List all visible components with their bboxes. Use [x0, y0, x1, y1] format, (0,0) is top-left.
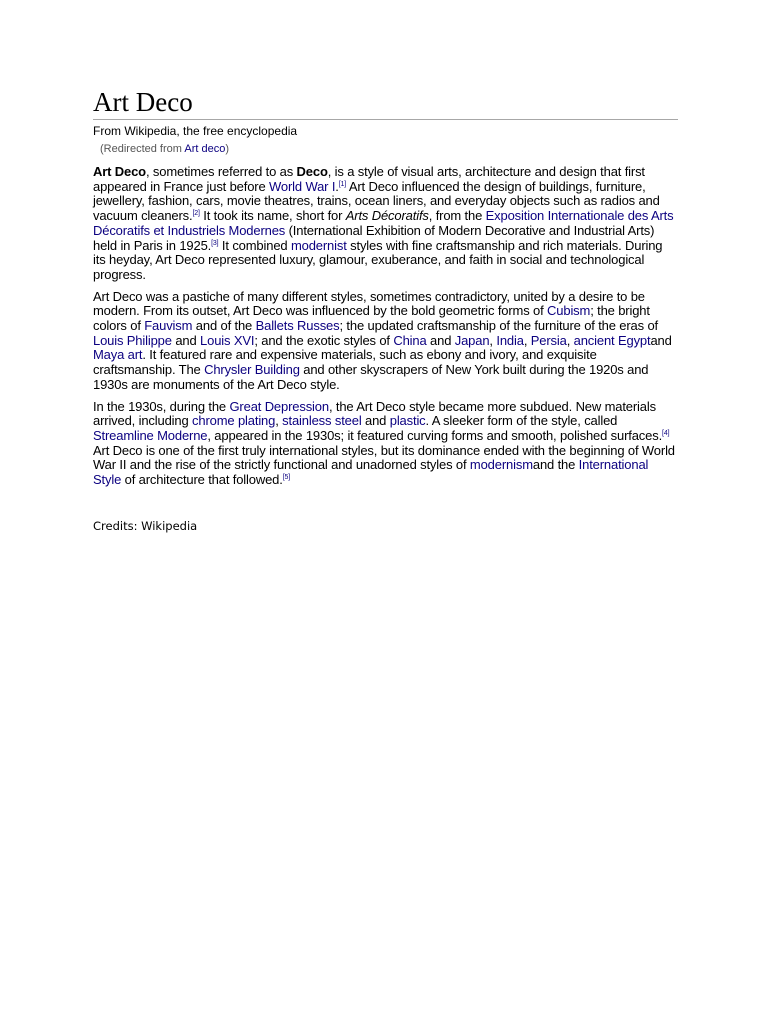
paragraph-influences — [93, 290, 678, 393]
link-streamline-moderne[interactable]: Streamline Moderne — [93, 427, 208, 443]
link-louis-xvi[interactable]: Louis XVI — [200, 332, 255, 348]
text: of architecture that followed. — [121, 472, 283, 488]
link-modernist[interactable]: modernist — [290, 237, 347, 253]
link-ancient-egypt[interactable]: ancient Egypt — [573, 332, 651, 348]
text: In the 1930s, during the — [93, 398, 230, 414]
reference-link[interactable]: [3] — [211, 239, 219, 247]
text: . It featured rare and expensive materials, such as ebony and ivory, and exquisite craftsmanship. The — [93, 347, 597, 378]
bold-term: Art Deco — [93, 164, 146, 179]
reference-1[interactable] — [339, 181, 346, 188]
redirect-suffix: ) — [225, 143, 230, 155]
credits: Credits: Wikipedia — [93, 519, 198, 533]
redirect-prefix: (Redirected from — [100, 143, 185, 155]
text: . — [335, 178, 339, 194]
text: , — [489, 332, 497, 348]
text: It combined — [218, 237, 291, 253]
text: , — [566, 332, 574, 348]
reference-link[interactable]: [1] — [338, 180, 347, 188]
text: Art Deco is one of the first truly international styles, but its dominance ended with the beginning of World War II and the rise of the strictly functional and unadorned styles of — [93, 442, 675, 473]
text: , sometimes referred to as — [145, 164, 297, 179]
link-persia[interactable]: Persia — [530, 332, 567, 348]
redirect-link[interactable]: Art deco — [184, 143, 226, 155]
link-world-war-i[interactable]: World War I — [269, 178, 336, 194]
link-louis-philippe[interactable]: Louis Philippe — [93, 332, 172, 348]
link-ballets-russes[interactable]: Ballets Russes — [255, 318, 340, 334]
text: ; the bright colors of — [93, 303, 650, 334]
link-fauvism[interactable]: Fauvism — [144, 318, 193, 334]
text: and — [361, 413, 390, 429]
text: and the — [532, 457, 579, 473]
text: , — [523, 332, 531, 348]
bold-term: Deco — [296, 164, 328, 179]
reference-link[interactable]: [5] — [282, 474, 291, 482]
text: and of the — [192, 318, 256, 334]
text: ; the updated craftsmanship of the furniture of the eras of — [339, 318, 658, 334]
reference-link[interactable]: [4] — [662, 429, 670, 437]
text: styles with fine craftsmanship and rich materials. During its heyday, Art Deco represented luxury, glamour, exuberance, and faith in social and technological progress. — [93, 237, 663, 282]
text: . A sleeker form of the style, called — [425, 413, 618, 429]
text: and other skyscrapers of New York built during the 1920s and 1930s are monuments of the Art Deco style. — [93, 362, 649, 392]
reference-2[interactable] — [192, 210, 199, 217]
link-chrome-plating[interactable]: chrome plating — [192, 413, 276, 429]
link-japan[interactable]: Japan — [454, 332, 490, 348]
link-international-style[interactable]: International Style — [93, 457, 649, 488]
link-modernism[interactable]: modernism — [469, 457, 533, 473]
link-cubism[interactable]: Cubism — [547, 303, 591, 319]
text: (International Exhibition of Modern Decorative and Industrial Arts) held in Paris in 1925. — [93, 222, 655, 253]
reference-link[interactable]: [2] — [192, 210, 200, 218]
link-exposition[interactable]: Exposition Internationale des Arts Décoratifs et Industriels Modernes — [93, 208, 674, 238]
text: Art Deco influenced the design of buildings, furniture, jewellery, fashion, cars, movie theatres, trains, ocean liners, and everyday objects such as radios and vacuum cleaners. — [93, 178, 660, 224]
reference-4[interactable] — [662, 430, 669, 437]
paragraph-intro — [93, 165, 678, 283]
text: and — [650, 332, 672, 348]
tagline: From Wikipedia, the free encyclopedia — [93, 124, 298, 138]
page-title: Art Deco — [93, 86, 678, 120]
link-india[interactable]: India — [496, 332, 524, 348]
link-maya-art[interactable]: Maya art — [93, 347, 143, 363]
text: , is a style of visual arts, architecture and design that first appeared in France just before — [93, 164, 645, 194]
text: and — [171, 332, 201, 348]
article — [93, 86, 678, 488]
redirect-note — [100, 142, 678, 156]
text: , the Art Deco style became more subdued. New materials arrived, including — [93, 398, 656, 429]
link-china[interactable]: China — [393, 332, 427, 348]
italic-term: Arts Décoratifs — [345, 208, 429, 224]
link-great-depression[interactable]: Great Depression — [229, 398, 329, 414]
paragraph-1930s — [93, 400, 678, 488]
text: and — [426, 332, 455, 348]
text: , appeared in the 1930s; it featured curving forms and smooth, polished surfaces. — [207, 427, 663, 443]
text: , — [275, 413, 283, 429]
text: It took its name, short for — [199, 208, 346, 224]
text: Art Deco was a pastiche of many different styles, sometimes contradictory, united by a desire to be modern. From its outset, Art Deco was influenced by the bold geometric forms of — [93, 288, 645, 319]
link-stainless-steel[interactable]: stainless steel — [282, 413, 362, 429]
link-plastic[interactable]: plastic — [389, 413, 426, 429]
link-chrysler-building[interactable]: Chrysler Building — [204, 362, 300, 378]
text: , from the — [428, 208, 486, 224]
text: ; and the exotic styles of — [254, 332, 394, 348]
reference-5[interactable] — [283, 474, 290, 481]
